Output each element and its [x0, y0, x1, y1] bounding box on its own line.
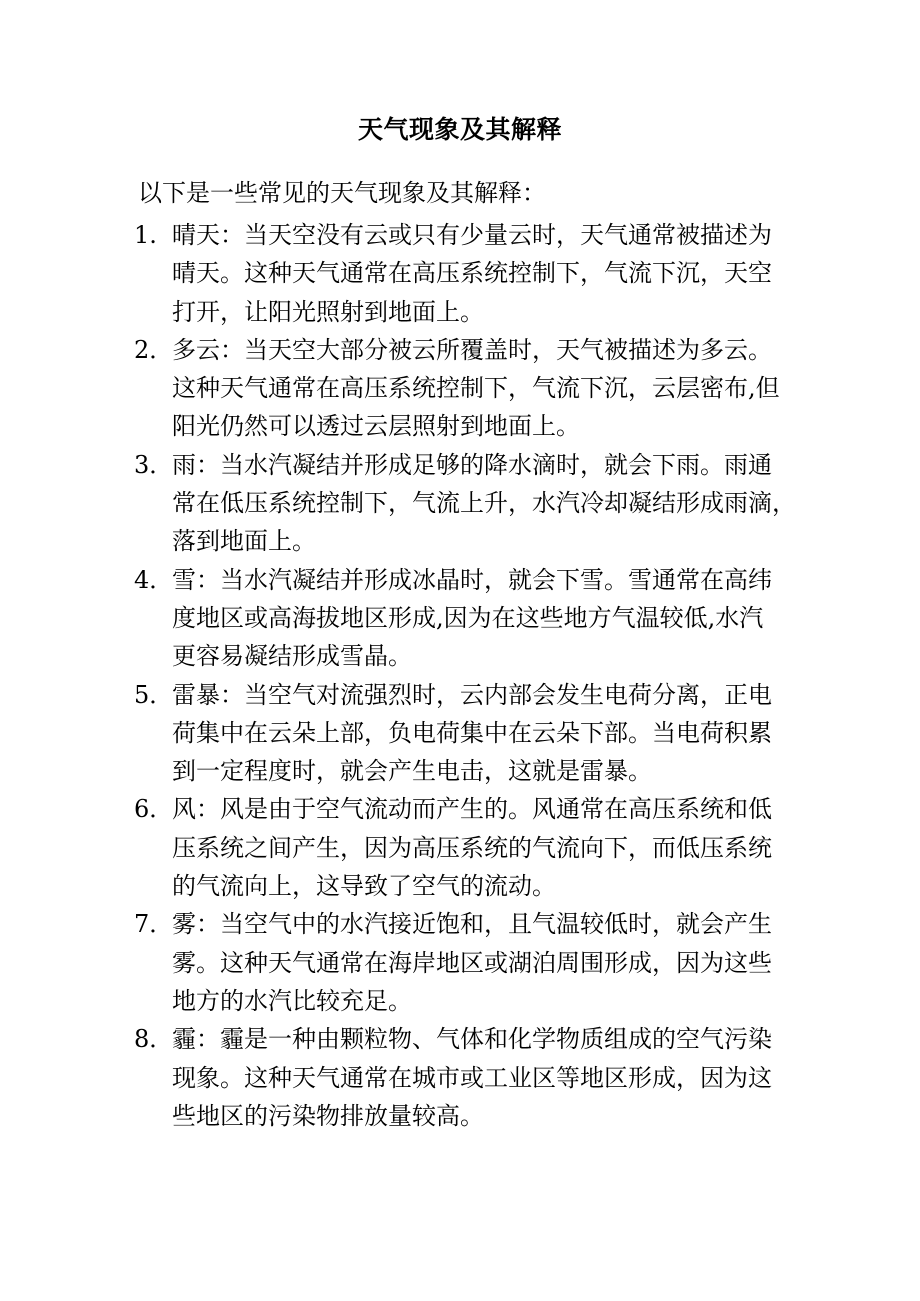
list-item [134, 446, 814, 561]
list-item [134, 1020, 814, 1135]
item-number: 6． [134, 795, 174, 824]
item-line: 常在低压系统控制下，气流上升，水汽冷却凝结形成雨滴， [172, 489, 796, 518]
item-line: 雷暴：当空气对流强烈时，云内部会发生电荷分离，正电 [172, 680, 772, 709]
item-number: 3． [134, 450, 174, 479]
item-number: 7． [134, 910, 174, 939]
item-line: 阳光仍然可以透过云层照射到地面上。 [172, 412, 580, 441]
item-line: 地方的水汽比较充足。 [172, 986, 412, 1015]
list-item [134, 905, 814, 1020]
item-line: 到一定程度时，就会产生电击，这就是雷暴。 [172, 757, 652, 786]
item-text [172, 905, 814, 1020]
item-number: 2． [134, 335, 174, 364]
list-item [134, 676, 814, 791]
item-line: 更容易凝结形成雪晶。 [172, 642, 412, 671]
item-number: 1. [134, 221, 157, 249]
item-line: 些地区的污染物排放量较高。 [172, 1101, 484, 1130]
item-line: 压系统之间产生，因为高压系统的气流向下，而低压系统 [172, 833, 772, 862]
item-line: 落到地面上。 [172, 527, 316, 556]
item-line: 晴天：当天空没有云或只有少量云时，天气通常被描述为 [172, 221, 772, 249]
item-line: 雾。这种天气通常在海岸地区或湖泊周围形成，因为这些 [172, 948, 772, 977]
item-line: 荷集中在云朵上部，负电荷集中在云朵下部。当电荷积累 [172, 718, 772, 747]
item-text [172, 216, 814, 331]
item-text [172, 1020, 814, 1135]
item-line: 风：风是由于空气流动而产生的。风通常在高压系统和低 [172, 795, 772, 824]
list-item [134, 216, 814, 331]
item-line: 多云：当天空大部分被云所覆盖时，天气被描述为多云。 [172, 335, 772, 364]
item-number: 4． [134, 565, 174, 594]
item-line: 度地区或高海拔地区形成,因为在这些地方气温较低,水汽 [172, 603, 764, 632]
item-line: 现象。这种天气通常在城市或工业区等地区形成，因为这 [172, 1063, 772, 1092]
list-item [134, 790, 814, 905]
item-line: 的气流向上，这导致了空气的流动。 [172, 872, 556, 901]
item-text [172, 561, 814, 676]
item-line: 雪：当水汽凝结并形成冰晶时，就会下雪。雪通常在高纬 [172, 565, 772, 594]
document-title: 天气现象及其解释 [357, 115, 562, 144]
item-line: 打开，让阳光照射到地面上。 [172, 297, 484, 326]
item-line: 这种天气通常在高压系统控制下，气流下沉，云层密布,但 [172, 374, 780, 403]
item-line: 雨：当水汽凝结并形成足够的降水滴时，就会下雨。雨通 [172, 450, 772, 479]
list-item [134, 331, 814, 446]
item-text [172, 331, 814, 446]
item-text [172, 676, 814, 791]
item-text [172, 446, 814, 561]
intro-paragraph: 以下是一些常见的天气现象及其解释： [138, 179, 546, 207]
item-text [172, 790, 814, 905]
list-item [134, 561, 814, 676]
item-line: 晴天。这种天气通常在高压系统控制下，气流下沉，天空 [172, 259, 772, 288]
item-line: 雾：当空气中的水汽接近饱和，且气温较低时，就会产生 [172, 910, 772, 939]
item-number: 8． [134, 1025, 174, 1054]
item-line: 霾：霾是一种由颗粒物、气体和化学物质组成的空气污染 [172, 1025, 772, 1054]
phenomena-list [134, 216, 814, 1135]
item-number: 5． [134, 680, 174, 709]
